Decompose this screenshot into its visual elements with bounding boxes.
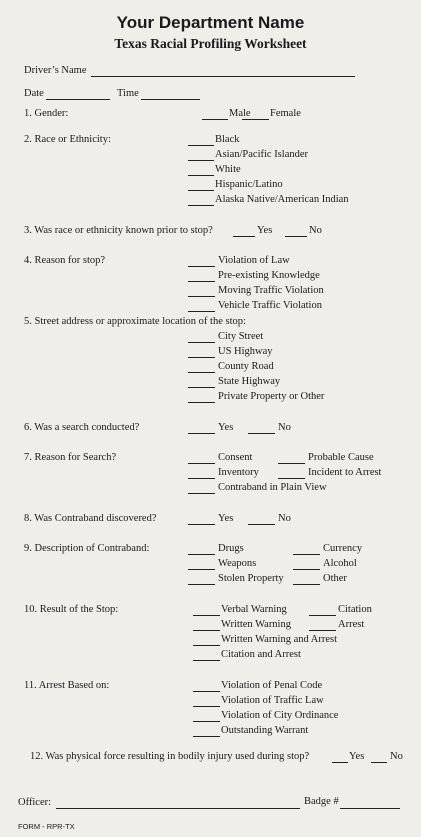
date-field[interactable] — [46, 99, 110, 100]
q7-option-3: Incident to Arrest — [308, 467, 382, 478]
q9-option-4: Stolen Property — [218, 573, 284, 584]
q2-option-3: Hispanic/Latino — [215, 179, 283, 190]
q4-blank-0[interactable] — [188, 266, 215, 267]
q11-option-2: Violation of City Ordinance — [221, 710, 339, 721]
q10-blank-0[interactable] — [193, 615, 220, 616]
q7-option-1: Probable Cause — [308, 452, 374, 463]
q2-label: 2. Race or Ethnicity: — [24, 134, 111, 145]
q11-label: 11. Arrest Based on: — [24, 680, 110, 691]
q11-blank-2[interactable] — [193, 721, 220, 722]
q11-blank-3[interactable] — [193, 736, 220, 737]
q2-option-1: Asian/Pacific Islander — [215, 149, 309, 160]
q1-label: 1. Gender: — [24, 108, 69, 119]
q11-option-3: Outstanding Warrant — [221, 725, 309, 736]
q12-no-blank[interactable] — [371, 762, 387, 763]
q7-blank-0[interactable] — [188, 463, 215, 464]
q2-option-0: Black — [215, 134, 240, 145]
q11-option-1: Violation of Traffic Law — [221, 695, 324, 706]
q7-option-4: Contraband in Plain View — [218, 482, 327, 493]
q9-label: 9. Description of Contraband: — [24, 543, 150, 554]
q9-option-5: Other — [323, 573, 347, 584]
q7-blank-4[interactable] — [188, 493, 215, 494]
q1-option-male: Male — [229, 108, 251, 119]
form-code: FORM - RPR-TX — [18, 822, 75, 831]
q11-blank-0[interactable] — [193, 691, 220, 692]
q2-blank-2[interactable] — [188, 175, 214, 176]
q4-blank-1[interactable] — [188, 281, 215, 282]
q9-blank-1[interactable] — [293, 554, 320, 555]
q1-option-female: Female — [270, 108, 301, 119]
officer-field[interactable] — [56, 808, 300, 809]
driver-name-label: Driver’s Name — [24, 65, 87, 76]
form-title: Texas Racial Profiling Worksheet — [114, 36, 307, 51]
q7-blank-1[interactable] — [278, 463, 305, 464]
q3-yes: Yes — [257, 225, 273, 236]
q2-blank-3[interactable] — [188, 190, 214, 191]
q6-no: No — [278, 422, 291, 433]
q12-yes-blank[interactable] — [332, 762, 348, 763]
badge-field[interactable] — [340, 808, 400, 809]
q6-no-blank[interactable] — [248, 433, 275, 434]
q8-no-blank[interactable] — [248, 524, 275, 525]
q5-option-3: State Highway — [218, 376, 281, 387]
time-field[interactable] — [141, 99, 200, 100]
q10-option-4: Written Warning and Arrest — [221, 634, 338, 645]
q5-blank-1[interactable] — [188, 357, 215, 358]
q12-yes: Yes — [349, 751, 365, 762]
q4-option-3: Vehicle Traffic Violation — [218, 300, 322, 311]
q2-blank-4[interactable] — [188, 205, 214, 206]
q12-label: 12. Was physical force resulting in bodily injury used during stop? — [30, 751, 310, 762]
q10-blank-2[interactable] — [193, 630, 220, 631]
q3-yes-blank[interactable] — [233, 236, 255, 237]
q3-label: 3. Was race or ethnicity known prior to stop? — [24, 225, 213, 236]
q9-blank-0[interactable] — [188, 554, 215, 555]
q4-option-0: Violation of Law — [218, 255, 290, 266]
q7-option-2: Inventory — [218, 467, 259, 478]
q5-blank-3[interactable] — [188, 387, 215, 388]
q10-option-3: Arrest — [338, 619, 365, 630]
department-name: Your Department Name — [116, 13, 305, 32]
officer-label: Officer: — [18, 797, 52, 808]
q10-option-1: Citation — [338, 604, 372, 615]
q7-label: 7. Reason for Search? — [24, 452, 117, 463]
q3-no-blank[interactable] — [285, 236, 307, 237]
q8-yes: Yes — [218, 513, 234, 524]
q5-blank-4[interactable] — [188, 402, 215, 403]
q6-label: 6. Was a search conducted? — [24, 422, 140, 433]
q5-option-4: Private Property or Other — [218, 391, 325, 402]
q5-label: 5. Street address or approximate location of the stop: — [24, 316, 246, 327]
q10-label: 10. Result of the Stop: — [24, 604, 119, 615]
q10-blank-3[interactable] — [309, 630, 336, 631]
q9-option-0: Drugs — [218, 543, 244, 554]
q6-yes: Yes — [218, 422, 234, 433]
q2-option-4: Alaska Native/American Indian — [215, 194, 349, 205]
q4-option-1: Pre-existing Knowledge — [218, 270, 320, 281]
q4-option-2: Moving Traffic Violation — [218, 285, 324, 296]
time-label: Time — [117, 88, 139, 99]
q9-blank-2[interactable] — [188, 569, 215, 570]
q10-blank-1[interactable] — [309, 615, 336, 616]
q4-blank-3[interactable] — [188, 311, 215, 312]
q10-option-0: Verbal Warning — [221, 604, 287, 615]
q1-male-blank[interactable] — [202, 119, 228, 120]
q9-blank-5[interactable] — [293, 584, 320, 585]
q5-blank-0[interactable] — [188, 342, 215, 343]
q10-option-5: Citation and Arrest — [221, 649, 301, 660]
driver-name-field[interactable] — [91, 76, 355, 77]
q11-blank-1[interactable] — [193, 706, 220, 707]
date-label: Date — [24, 88, 44, 99]
q2-blank-1[interactable] — [188, 160, 214, 161]
q9-option-2: Weapons — [218, 558, 257, 569]
q4-blank-2[interactable] — [188, 296, 215, 297]
q3-no: No — [309, 225, 322, 236]
q9-option-1: Currency — [323, 543, 363, 554]
q8-no: No — [278, 513, 291, 524]
q5-option-0: City Street — [218, 331, 264, 342]
q8-yes-blank[interactable] — [188, 524, 215, 525]
q10-blank-5[interactable] — [193, 660, 220, 661]
q5-blank-2[interactable] — [188, 372, 215, 373]
q6-yes-blank[interactable] — [188, 433, 215, 434]
badge-label: Badge # — [304, 796, 339, 807]
q8-label: 8. Was Contraband discovered? — [24, 513, 157, 524]
q2-option-2: White — [215, 164, 241, 175]
q10-option-2: Written Warning — [221, 619, 291, 630]
q7-blank-3[interactable] — [278, 478, 305, 479]
q5-option-2: County Road — [218, 361, 274, 372]
q7-option-0: Consent — [218, 452, 253, 463]
q9-blank-4[interactable] — [188, 584, 215, 585]
q9-blank-3[interactable] — [293, 569, 320, 570]
q1-female-blank[interactable] — [242, 119, 269, 120]
q9-option-3: Alcohol — [323, 558, 357, 569]
q4-label: 4. Reason for stop? — [24, 255, 106, 266]
q10-blank-4[interactable] — [193, 645, 220, 646]
q7-blank-2[interactable] — [188, 478, 215, 479]
q11-option-0: Violation of Penal Code — [221, 680, 323, 691]
q5-option-1: US Highway — [218, 346, 273, 357]
q12-no: No — [390, 751, 403, 762]
q2-blank-0[interactable] — [188, 145, 214, 146]
